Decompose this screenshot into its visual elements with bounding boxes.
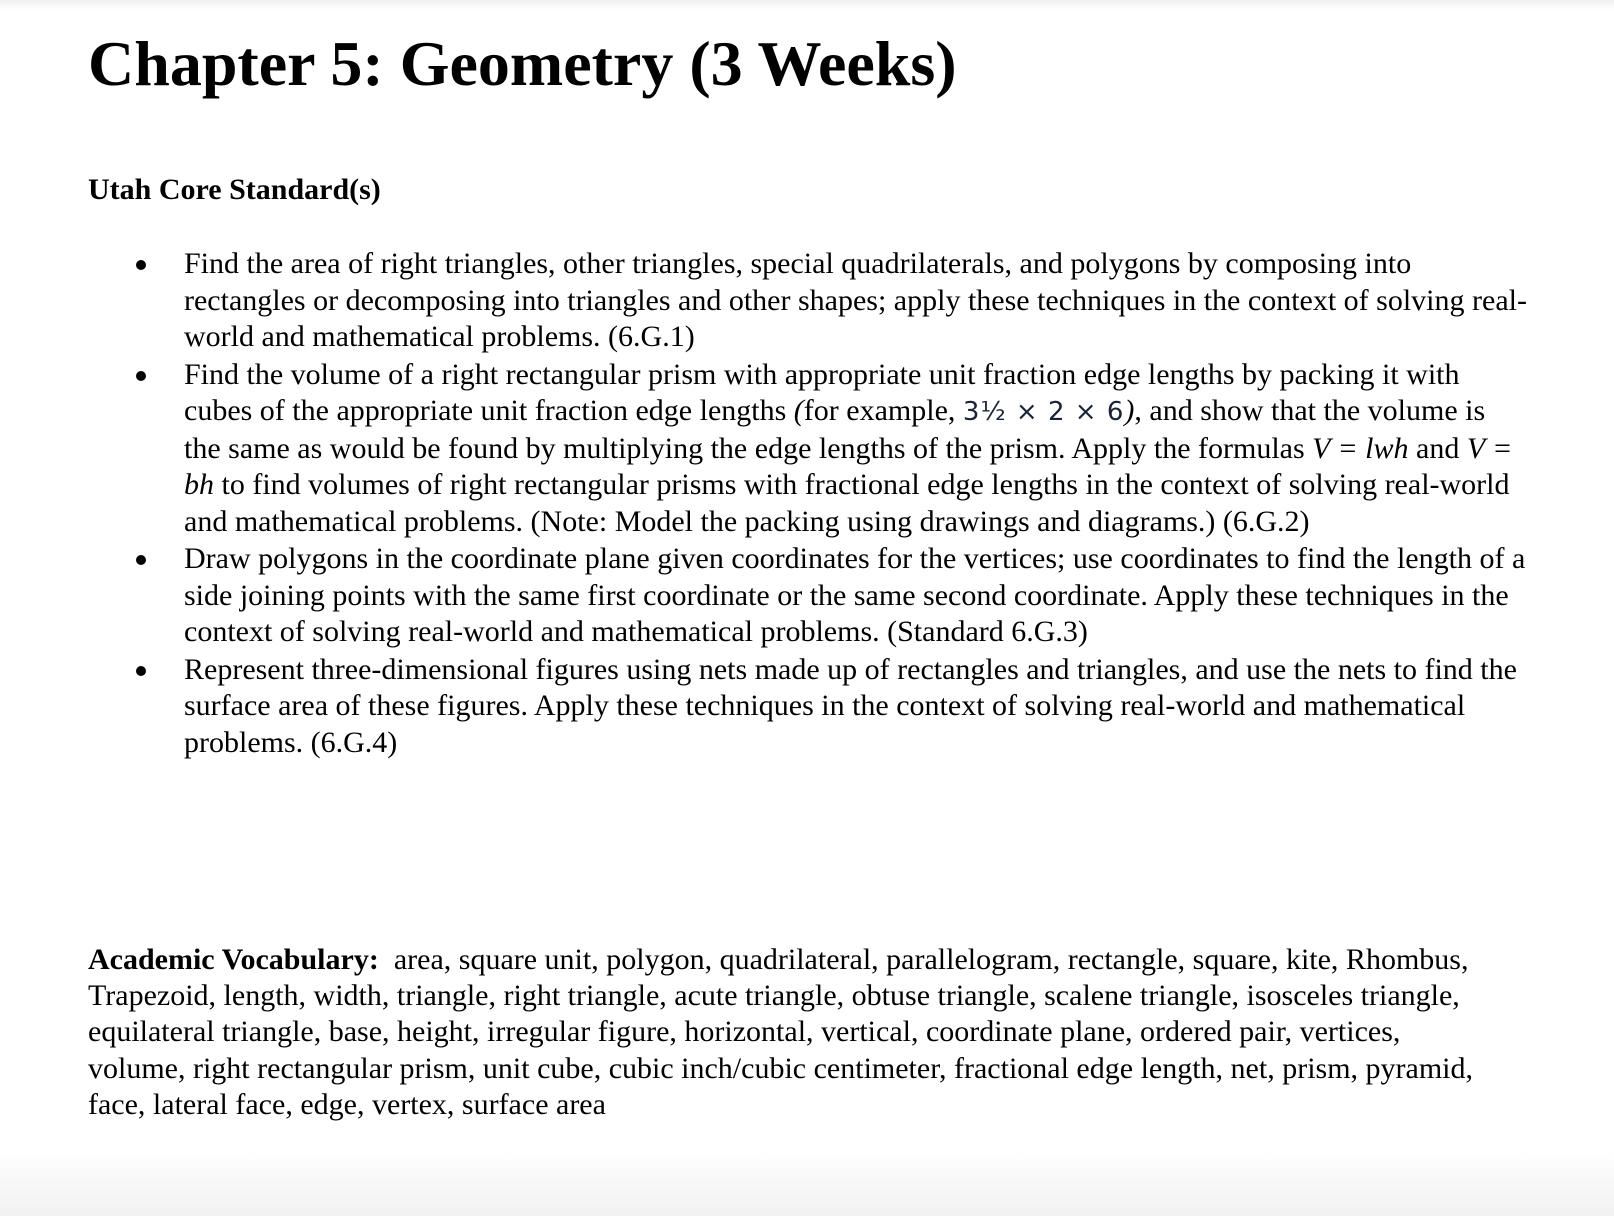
top-edge-shade xyxy=(0,0,1614,10)
and-text: and xyxy=(1408,431,1467,465)
paren-close: ) xyxy=(1124,394,1135,427)
standards-list xyxy=(88,246,1528,761)
academic-vocabulary xyxy=(88,942,1488,1123)
bottom-edge-shade xyxy=(0,1150,1614,1216)
for-example-text: for example, xyxy=(803,394,963,427)
bullet-icon xyxy=(136,666,146,676)
formula-volume-bh: V = bh xyxy=(184,431,1513,501)
formula-volume-lwh: V = lwh xyxy=(1312,431,1409,465)
standard-text: Find the area of right triangles, other triangles, special quadrilaterals, and polygons by composing into rectangles or decomposing into triangles and other shapes; apply these techniques in the context of solving real-world and mathematical problems. (6.G.1) xyxy=(184,247,1527,353)
bullet-icon xyxy=(136,371,146,381)
standard-text: Draw polygons in the coordinate plane given coordinates for the vertices; use coordinates to find the length of a side joining points with the same first coordinate or the same second coordinate. Apply these techniques in the context of solving real-world and mathematical problems. (Standard 6.G.3) xyxy=(184,542,1526,648)
bullet-icon xyxy=(136,260,146,270)
chapter-title: Chapter 5: Geometry (3 Weeks) xyxy=(88,28,957,99)
math-example: 3½ × 2 × 6 xyxy=(962,397,1125,427)
standard-item-6g3 xyxy=(88,541,1528,651)
standard-text-part2: , and show that the volume is the same as would be found by multiplying the edge lengths of the prism. Apply the formulas xyxy=(184,394,1486,465)
standard-text: Represent three-dimensional figures using nets made up of rectangles and triangles, and use the nets to find the surface area of these figures. Apply these techniques in the context of solving real-world and mathematical problems. (6.G.4) xyxy=(184,652,1517,759)
standard-item-6g4 xyxy=(88,652,1528,762)
standard-text-part3: to find volumes of right rectangular prisms with fractional edge lengths in the context of solving real-world and mathematical problems. (Note: Model the packing using drawings and diagrams.) (6.G.2) xyxy=(184,468,1510,538)
bullet-icon xyxy=(136,555,146,565)
standards-heading: Utah Core Standard(s) xyxy=(88,173,381,206)
vocabulary-terms: area, square unit, polygon, quadrilateral, parallelogram, rectangle, square, kite, Rhombus, Trapezoid, length, width, triangle, right triangle, acute triangle, obtuse triangle, scalene triangle, isosceles triangle, equilateral triangle, base, height, irregular figure, horizontal, vertical, coordinate plane, ordered pair, vertices, volume, right rectangular prism, unit cube, cubic inch/cubic centimeter, fractional edge length, net, prism, pyramid, face, lateral face, edge, vertex, surface area xyxy=(88,943,1474,1121)
paren-open: ( xyxy=(793,394,804,427)
standard-text-part1: Find the volume of a right rectangular prism with appropriate unit fraction edge lengths by packing it with cubes of the appropriate unit fraction edge lengths xyxy=(184,357,1460,427)
standard-item-6g1 xyxy=(88,246,1528,356)
vocabulary-label: Academic Vocabulary: xyxy=(88,943,379,976)
standard-item-6g2 xyxy=(88,357,1528,541)
